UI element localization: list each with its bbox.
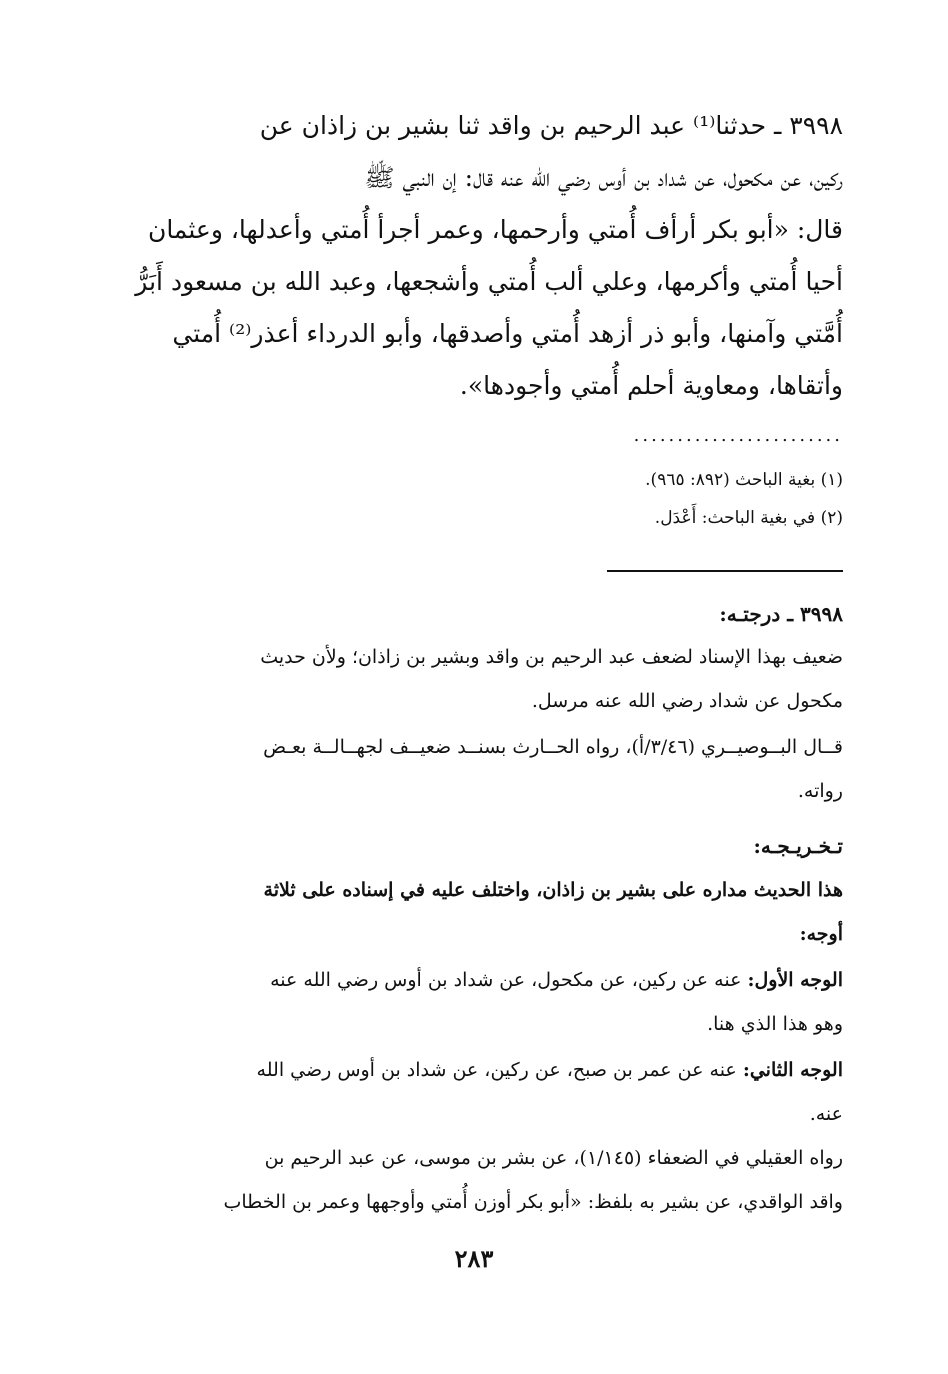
narration-line: واقد الواقدي، عن بشير به بلفظ: «أبو بكر أوزن أُمتي وأوجهها وعمر بن الخطاب: [223, 1191, 843, 1213]
second-aspect-text: عنه عن عمر بن صبح، عن ركين، عن شداد بن أوس رضي الله: [256, 1059, 737, 1081]
footnote-separator: ........................: [633, 425, 843, 446]
grade-paragraph-2: [108, 725, 843, 813]
first-aspect: [108, 958, 843, 1046]
grade-paragraph-1: [108, 635, 843, 723]
first-aspect-label: الوجه الأول:: [747, 969, 843, 991]
second-aspect-line: عنه.: [809, 1103, 843, 1125]
second-aspect-line: [108, 1048, 843, 1092]
first-aspect-line: [108, 958, 843, 1002]
grade-line: رواته.: [797, 780, 843, 802]
hadith-line: أُمَّتي وآمنها، وأبو ذر أزهد أُمتي وأصدقها، وأبو الدرداء أعذر⁽²⁾ أُمتي: [172, 319, 843, 348]
hadith-line: ركين، عن مكحول، عن شداد بن أوس رضي الله عنه قال: إن النبي ﷺ: [364, 163, 843, 192]
takhrij-heading: تـخـريـجـه:: [753, 834, 843, 858]
grade-heading: ٣٩٩٨ ـ درجتـه:: [719, 602, 843, 626]
takhrij-paragraph-1: [108, 868, 843, 956]
hadith-line: وأتقاها، ومعاوية أحلم أُمتي وأجودها».: [459, 371, 843, 400]
grade-line: ضعيف بهذا الإسناد لضعف عبد الرحيم بن واقد وبشير بن زاذان؛ ولأن حديث: [260, 646, 843, 668]
first-aspect-line: وهو هذا الذي هنا.: [707, 1013, 843, 1035]
takhrij-line: أوجه:: [799, 923, 843, 945]
grade-line: مكحول عن شداد رضي الله عنه مرسل.: [531, 690, 843, 712]
hadith-line: أحيا أُمتي وأكرمها، وعلي ألب أُمتي وأشجعها، وعبد الله بن مسعود أَبَرُّ: [135, 267, 843, 296]
takhrij-section: [108, 824, 843, 868]
hadith-line: قال: «أبو بكر أرأف أُمتي وأرحمها، وعمر أجرأ أُمتي وأعدلها، وعثمان: [147, 215, 843, 244]
second-aspect: [108, 1048, 843, 1136]
narration-line: رواه العقيلي في الضعفاء (١/١٤٥)، عن بشر بن موسى، عن عبد الرحيم بن: [264, 1147, 843, 1169]
grade-section: [108, 592, 843, 636]
grade-line: قــال البــوصيــري (٣/٤٦/أ)، رواه الحــارث بسنــد ضعيــف لجهــالــة بعـض: [263, 736, 843, 758]
page-number: ٢٨٣: [454, 1244, 494, 1273]
section-divider: [607, 570, 843, 572]
narration-paragraph: [108, 1136, 843, 1224]
takhrij-line: هذا الحديث مداره على بشير بن زاذان، واختلف عليه في إسناده على ثلاثة: [263, 879, 843, 901]
second-aspect-label: الوجه الثاني:: [742, 1059, 843, 1081]
hadith-line: ٣٩٩٨ ـ حدثنا⁽¹⁾ عبد الرحيم بن واقد ثنا بشير بن زاذان عن: [259, 111, 843, 140]
footnote-1: (١) بغية الباحث (٨٩٢: ٩٦٥).: [645, 470, 843, 490]
footnote-2: (٢) في بغية الباحث: أَعْدَل.: [654, 508, 843, 528]
first-aspect-text: عنه عن ركين، عن مكحول، عن شداد بن أوس رضي الله عنه: [270, 969, 742, 991]
hadith-text: [108, 100, 843, 412]
